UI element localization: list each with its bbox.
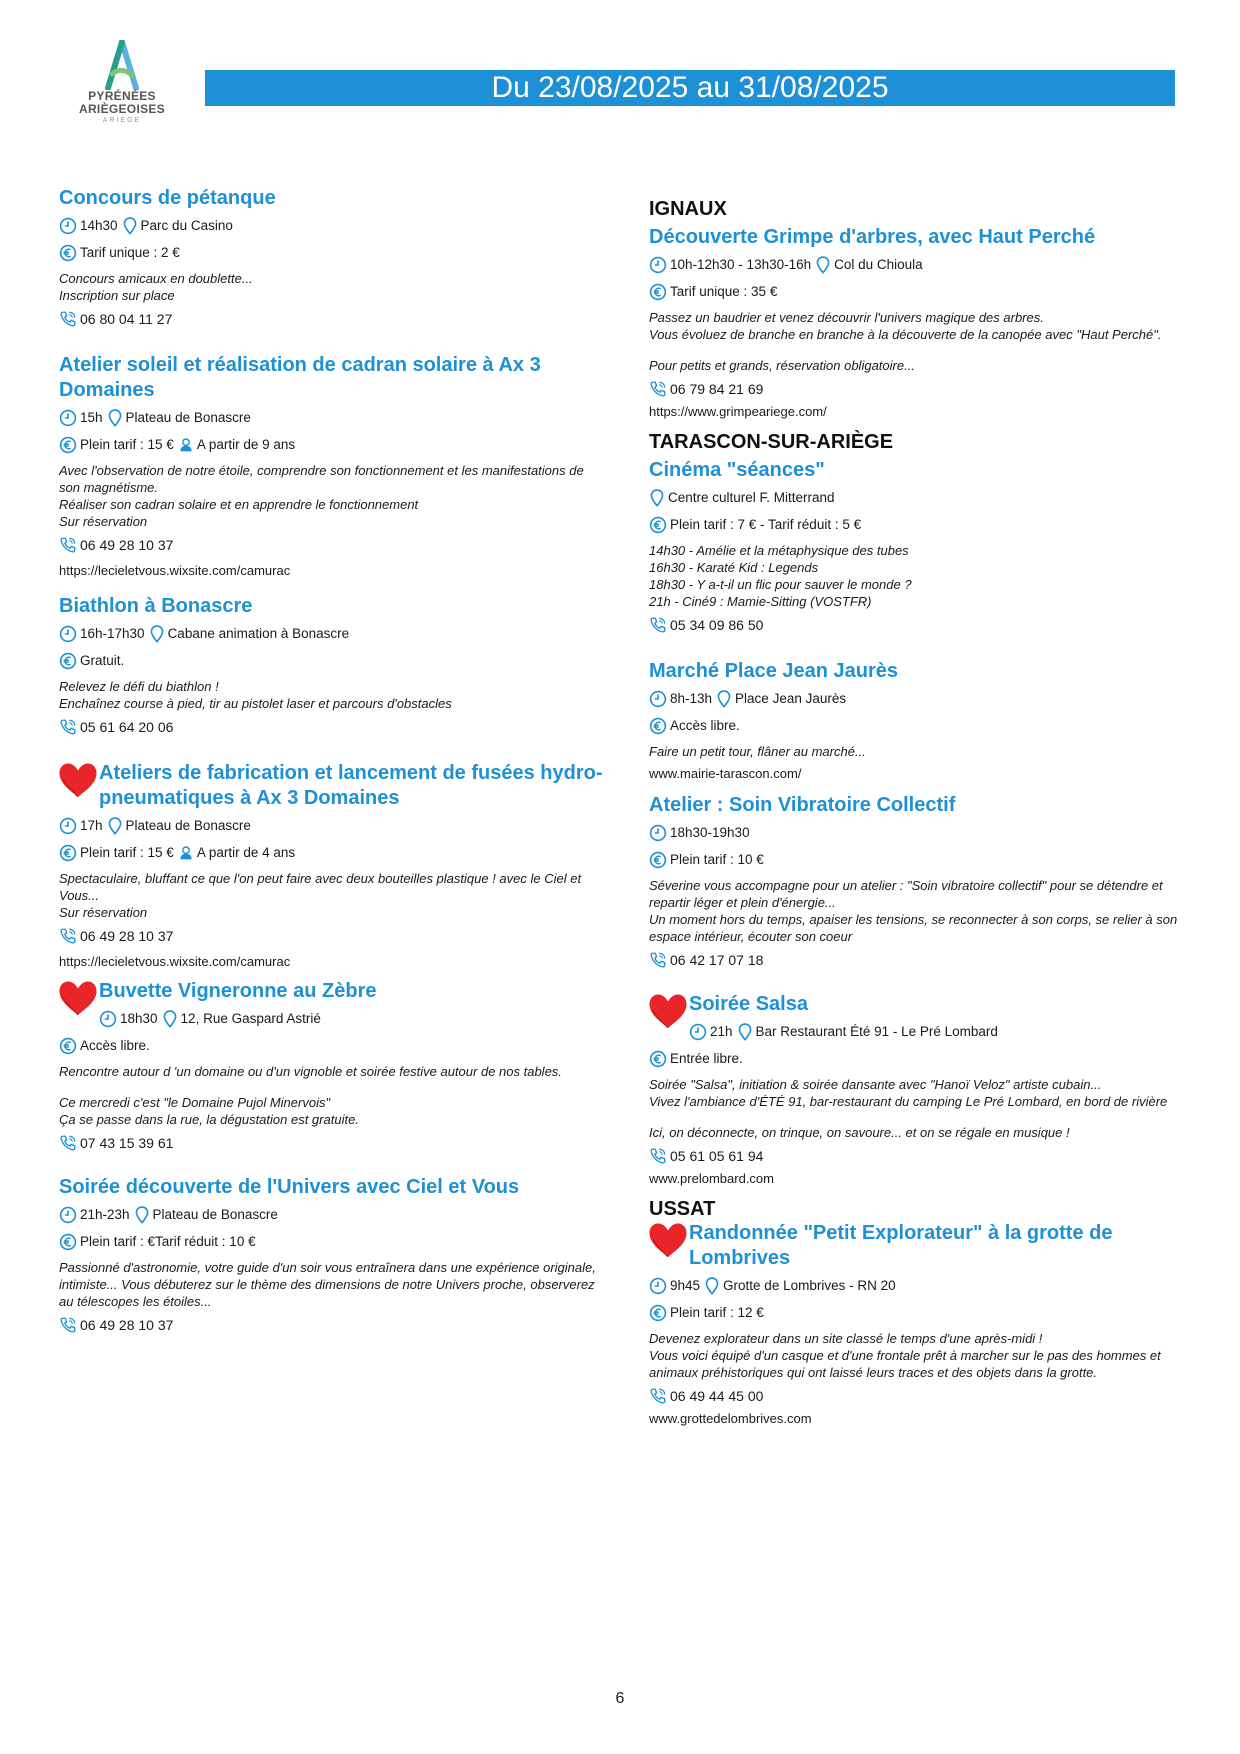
person-icon [178,844,194,862]
event-title-favorite [59,979,604,1004]
logo-text-2: ARIÈGEOISES [79,102,165,116]
phone-icon [59,1134,77,1152]
event-time-place [59,624,604,644]
clock-icon [689,1023,707,1041]
event-phone[interactable]: 06 49 28 10 37 [80,1317,174,1333]
clock-icon [59,217,77,235]
event-phone[interactable]: 06 80 04 11 27 [80,311,173,327]
phone-icon [649,380,667,398]
date-range-banner: Du 23/08/2025 au 31/08/2025 [205,70,1175,106]
event-place-row [649,488,1189,508]
event-price: Entrée libre. [670,1051,743,1066]
event-place: Plateau de Bonascre [125,818,251,833]
event-phone-row [59,309,604,329]
event-price-row [649,1049,1189,1069]
event-cadran-solaire [59,353,604,580]
event-title: Atelier soleil et réalisation de cadran solaire à Ax 3 Domaines [59,354,541,401]
event-website-link[interactable]: www.mairie-tarascon.com/ [649,766,802,781]
event-price-row [649,282,1189,302]
heart-icon [647,992,689,1030]
event-marche [649,659,1189,783]
clock-icon [649,824,667,842]
map-pin-icon [815,256,831,274]
event-title: Randonnée "Petit Explorateur" à la grotte de Lombrives [689,1222,1113,1269]
event-price-row [59,1232,604,1252]
event-phone-row [59,926,604,946]
event-time: 18h30 [120,1011,158,1026]
euro-icon [59,652,77,670]
event-description: Spectaculaire, bluffant ce que l'on peut faire avec deux bouteilles plastique ! avec le Ciel et Vous... Sur réservation [59,871,582,920]
event-price: Plein tarif : 15 € [80,437,174,452]
euro-icon [59,436,77,454]
event-price: Plein tarif : 10 € [670,852,764,867]
logo [72,40,172,126]
event-time-place [649,1022,1189,1042]
event-description-2: Ce mercredi c'est "le Domaine Pujol Minervois" Ça se passe dans la rue, la dégustation est gratuite. [59,1095,359,1127]
event-price-row [59,435,604,455]
event-price-row [649,850,1189,870]
event-time: 9h45 [670,1278,701,1293]
logo-a-icon [102,40,142,90]
event-salsa [649,992,1189,1188]
event-phone-row [649,950,1189,970]
event-biathlon [59,594,604,737]
event-time-place [59,1205,604,1225]
map-pin-icon [716,690,732,708]
event-title-favorite [649,992,1189,1017]
event-time: 16h-17h30 [80,626,145,641]
phone-icon [59,927,77,945]
event-buvette [59,979,604,1153]
event-phone[interactable]: 06 42 17 07 18 [670,952,764,968]
phone-icon [649,1147,667,1165]
event-univers [59,1175,604,1335]
event-soin-vibratoire [649,793,1189,970]
event-price: Accès libre. [670,718,740,733]
event-price-row [649,1303,1189,1323]
event-description: Avec l'observation de notre étoile, comprendre son fonctionnement et les manifestations de son magnétisme. Réaliser son cadran solaire et en apprendre le fonctionnement Sur réservation [59,463,584,529]
event-age: A partir de 9 ans [196,437,296,452]
event-phone-row [649,615,1189,635]
event-place: Plateau de Bonascre [125,410,251,425]
event-time-place [59,816,604,836]
euro-icon [649,851,667,869]
event-phone-row [649,1386,1189,1406]
map-pin-icon [162,1010,178,1028]
event-title: Soirée Salsa [689,993,808,1015]
event-website-link[interactable]: www.prelombard.com [649,1171,774,1186]
clock-icon [649,690,667,708]
event-title: Buvette Vigneronne au Zèbre [99,980,377,1002]
event-price: Plein tarif : €Tarif réduit : 10 € [80,1234,256,1249]
event-title: Marché Place Jean Jaurès [649,660,899,682]
event-time: 21h [710,1024,733,1039]
event-title-favorite [649,1221,1189,1271]
town-heading: IGNAUX [649,198,727,220]
event-description: Concours amicaux en doublette... Inscription sur place [59,271,253,303]
event-title: Biathlon à Bonascre [59,595,253,617]
event-place: Bar Restaurant Été 91 - Le Pré Lombard [755,1024,998,1039]
clock-icon [59,1206,77,1224]
heart-icon [647,1221,689,1259]
event-phone-row [649,1146,1189,1166]
event-website-link[interactable]: www.grottedelombrives.com [649,1411,812,1426]
map-pin-icon [649,489,665,507]
event-description-2: Ici, on déconnecte, on trinque, on savoure... et on se régale en musique ! [649,1125,1070,1140]
logo-text-3: ARIÈGE [102,117,142,124]
event-time-place [59,216,604,236]
map-pin-icon [737,1023,753,1041]
event-website-link[interactable]: https://lecieletvous.wixsite.com/camurac [59,563,291,578]
map-pin-icon [134,1206,150,1224]
event-phone-row [59,717,604,737]
event-cinema [649,431,1189,635]
event-time: 10h-12h30 - 13h30-16h [670,257,812,272]
event-phone[interactable]: 05 61 05 61 94 [670,1148,764,1164]
event-time-place [649,255,1189,275]
euro-icon [649,516,667,534]
map-pin-icon [107,817,123,835]
event-price-row [59,243,604,263]
clock-icon [59,409,77,427]
event-place: Plateau de Bonascre [152,1207,278,1222]
phone-icon [59,536,77,554]
event-title: Atelier : Soin Vibratoire Collectif [649,794,956,816]
phone-icon [59,1316,77,1334]
event-place: Place Jean Jaurès [735,691,847,706]
event-title-favorite [59,761,604,811]
map-pin-icon [122,217,138,235]
event-time-place [59,1009,604,1029]
event-grimpe [649,198,1189,421]
event-title: Concours de pétanque [59,187,276,209]
euro-icon [59,1233,77,1251]
event-fusees [59,761,604,971]
right-column [649,192,1189,1436]
event-description: Devenez explorateur dans un site classé le temps d'une après-midi ! Vous voici équipé d'un casque et d'une frontale prêt à marcher sur le pas des hommes et animaux préhistoriques qui ont laissé leurs traces et des objets dans la grotte. [649,1331,1161,1380]
event-title: Découverte Grimpe d'arbres, avec Haut Perché [649,226,1096,248]
left-column [59,186,604,1343]
event-description: Faire un petit tour, flâner au marché... [649,744,866,759]
event-place: 12, Rue Gaspard Astrié [180,1011,321,1026]
event-time-place [649,689,1189,709]
person-icon [178,436,194,454]
event-website-link[interactable]: https://www.grimpeariege.com/ [649,404,827,419]
town-heading: USSAT [649,1198,716,1220]
page-number: 6 [615,1690,625,1707]
clock-icon [59,817,77,835]
event-price: Gratuit. [80,653,125,668]
event-description: Soirée "Salsa", initiation & soirée dansante avec "Hanoï Veloz" artiste cubain... Vivez l'ambiance d'ÉTÉ 91, bar-restaurant du camping Le Pré Lombard, en bord de rivière [649,1077,1168,1109]
event-time: 14h30 [80,218,118,233]
clock-icon [59,625,77,643]
event-price: Tarif unique : 2 € [80,245,180,260]
event-price: Plein tarif : 12 € [670,1305,764,1320]
event-phone[interactable]: 06 79 84 21 69 [670,381,764,397]
event-phone-row [59,1133,604,1153]
event-description: Séverine vous accompagne pour un atelier : "Soin vibratoire collectif" pour se détendre et repartir léger et plein d'énergie... Un moment hors du temps, apaiser les tensions, se reconnecter à son corps, se relier à son espace intérieur, écouter son coeur [649,878,1178,944]
phone-icon [649,1387,667,1405]
phone-icon [649,616,667,634]
clock-icon [649,1277,667,1295]
euro-icon [649,283,667,301]
event-place: Grotte de Lombrives - RN 20 [723,1278,896,1293]
event-time-place [649,1276,1189,1296]
clock-icon [649,256,667,274]
map-pin-icon [704,1277,720,1295]
event-phone[interactable]: 06 49 28 10 37 [80,537,174,553]
event-phone[interactable]: 07 43 15 39 61 [80,1135,174,1151]
heart-icon [57,761,99,799]
event-time: 18h30-19h30 [670,825,750,840]
event-place: Centre culturel F. Mitterrand [668,490,835,505]
event-phone[interactable]: 05 61 64 20 06 [80,719,174,735]
event-title: Cinéma "séances" [649,459,825,481]
event-time: 21h-23h [80,1207,130,1222]
clock-icon [99,1010,117,1028]
event-phone-row [59,535,604,555]
event-phone-row [59,1315,604,1335]
heart-icon [57,979,99,1017]
event-place: Cabane animation à Bonascre [167,626,350,641]
map-pin-icon [107,409,123,427]
event-price: Plein tarif : 15 € [80,845,174,860]
phone-icon [59,718,77,736]
event-phone[interactable]: 06 49 44 45 00 [670,1388,764,1404]
event-title: Ateliers de fabrication et lancement de fusées hydro-pneumatiques à Ax 3 Domaines [99,762,603,809]
phone-icon [59,310,77,328]
event-petanque [59,186,604,329]
event-description: 14h30 - Amélie et la métaphysique des tubes 16h30 - Karaté Kid : Legends 18h30 - Y a-t-il un flic pour sauver le monde ? 21h - Ciné9 : Mamie-Sitting (VOSTFR) [649,543,912,609]
event-description-2: Pour petits et grands, réservation obligatoire... [649,358,915,373]
event-price: Plein tarif : 7 € - Tarif réduit : 5 € [670,517,862,532]
event-price: Accès libre. [80,1038,150,1053]
event-age: A partir de 4 ans [196,845,296,860]
logo-text-1: PYRÉNÉES [88,89,156,103]
phone-icon [649,951,667,969]
map-pin-icon [149,625,165,643]
event-price-row [59,1036,604,1056]
event-time: 8h-13h [670,691,713,706]
event-price-row [59,843,604,863]
town-heading: TARASCON-SUR-ARIÈGE [649,431,894,453]
euro-icon [59,844,77,862]
event-time-row [649,823,1189,843]
event-time-place [59,408,604,428]
event-price-row [649,515,1189,535]
event-description: Rencontre autour d 'un domaine ou d'un vignoble et soirée festive autour de nos tables. [59,1064,562,1079]
euro-icon [649,717,667,735]
event-time: 15h [80,410,103,425]
euro-icon [649,1304,667,1322]
event-price-row [649,716,1189,736]
event-place: Parc du Casino [140,218,233,233]
euro-icon [649,1050,667,1068]
event-website-link[interactable]: https://lecieletvous.wixsite.com/camurac [59,954,291,969]
euro-icon [59,1037,77,1055]
event-description: Passez un baudrier et venez découvrir l'univers magique des arbres. Vous évoluez de branche en branche à la découverte de la canopée avec "Haut Perché". [649,310,1162,342]
event-price-row [59,651,604,671]
event-description: Relevez le défi du biathlon ! Enchaînez course à pied, tir au pistolet laser et parcours d'obstacles [59,679,452,711]
event-phone[interactable]: 05 34 09 86 50 [670,617,764,633]
euro-icon [59,244,77,262]
event-phone[interactable]: 06 49 28 10 37 [80,928,174,944]
event-time: 17h [80,818,103,833]
event-title: Soirée découverte de l'Univers avec Ciel et Vous [59,1176,520,1198]
event-randonnee [649,1198,1189,1428]
event-place: Col du Chioula [834,257,923,272]
event-price: Tarif unique : 35 € [670,284,778,299]
event-description: Passionné d'astronomie, votre guide d'un soir vous entraînera dans une expérience originale, intimiste... Vous débuterez sur le thème des dimensions de notre Univers proche, observerez au télescopes les étoiles... [59,1260,596,1309]
event-phone-row [649,379,1189,399]
